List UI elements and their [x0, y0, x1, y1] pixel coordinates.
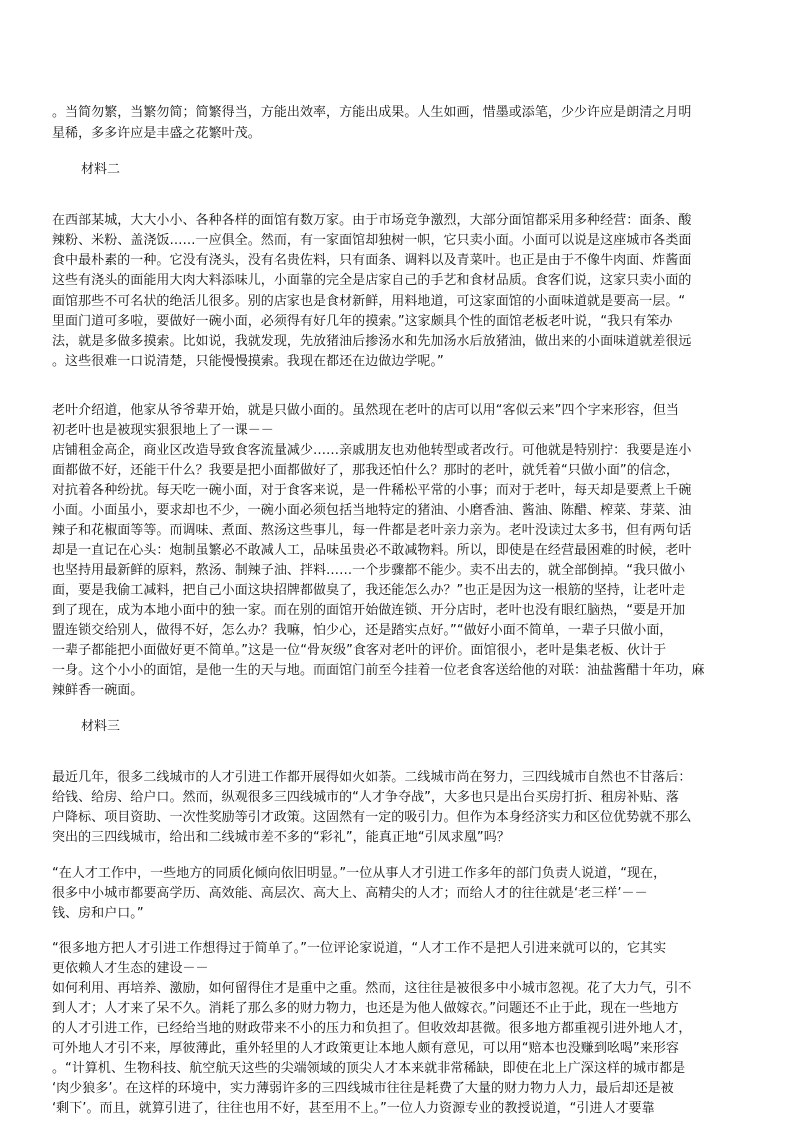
text-line: “很多地方把人才引进工作想得过于简单了。”一位评论家说道，“人才工作不是把人引进来就可以的，它其实 [52, 941, 667, 956]
text-line: 到人才；人才来了呆不久。消耗了那么多的财力物力，也还是为他人做嫁衣。”问题还不止于此，现在一些地方 [52, 1001, 679, 1016]
text-line: 辣鲜香一碗面。 [52, 683, 144, 698]
text-line: 小面。小面虽小，要求却也不少，一碗小面必须包括当地特定的猪油、小磨香油、酱油、陈醋、榨菜、芽菜、油 [52, 503, 692, 518]
text-line: 一身。这个小小的面馆，是他一生的天与地。而面馆门前至今挂着一位老食客送给他的对联：油盐酱醋十年功，麻 [52, 663, 705, 678]
text-line: 一辈子都能把小面做好更不简单。”这是一位“骨灰级”食客对老叶的评价。面馆很小，老叶是集老板、伙计于 [52, 643, 667, 658]
text-line: 辣子和花椒面等等。而调味、煮面、熬汤这些事儿，每一件都是老叶亲力亲为。老叶没读过太多书，但有两句话 [52, 523, 692, 538]
text-line: 给钱、给房、给户口。然而，纵观很多三四线城市的“人才争夺战”，大多也只是出台买房打折、租房补贴、落 [52, 790, 679, 805]
text-line: 。当简勿繁，当繁勿简；简繁得当，方能出效率，方能出成果。人生如画，惜墨或添笔，少少许应是朗清之月明 [52, 105, 692, 120]
text-line: 突出的三四线城市，给出和二线城市差不多的“彩礼”，能真正地“引凤求凰”吗？ [52, 830, 510, 845]
text-line: 老叶介绍道，他家从爷爷辈开始，就是只做小面的。虽然现在老叶的店可以用“客似云来”四个字来形容，但当 [52, 403, 679, 418]
text-line: 的人才引进工作，已经给当地的财政带来不小的压力和负担了。但收效却甚微。很多地方都重视引进外地人才， [52, 1021, 692, 1036]
text-line: 更依赖人才生态的建设－－ [52, 961, 209, 976]
text-line: 。“计算机、生物科技、航空航天这些的尖端领域的顶尖人才本来就非常稀缺，即使在北上广深这样的城市都是 [52, 1061, 686, 1076]
text-line: “在人才工作中，一些地方的同质化倾向依旧明显。”一位从事人才引进工作多年的部门负责人说道，“现在， [52, 866, 667, 881]
text-line: 法，就是多做多摸索。比如说，我就发现，先放猪油后掺汤水和先加汤水后放猪油，做出来的小面味道就差很远 [52, 334, 692, 349]
text-line: 面，要是我偷工减料，把自己小面这块招牌都做臭了，我还能怎么办？”也正是因为这一根筋的坚持，让老叶走 [52, 583, 686, 598]
text-line: 到了现在，成为本地小面中的独一家。而在别的面馆开始做连锁、开分店时，老叶也没有眼红脑热，“要是开加 [52, 603, 686, 618]
text-line: 如何利用、再培养、激励，如何留得住才是重中之重。然而，这往往是被很多中小城市忽视。花了大力气，引不 [52, 981, 692, 996]
text-line: 初老叶也是被现实狠狠地上了一课－－ [52, 423, 274, 438]
text-line: ‘剩下’。而且，就算引进了，往往也用不好，甚至用不上。”一位人力资源专业的教授说道，“引进人才要靠 [52, 1101, 655, 1116]
section-heading-material-3: 材料三 [81, 719, 121, 734]
text-line: 却是一直记在心头：炮制虽繁必不敢减人工，品味虽贵必不敢减物料。所以，即使是在经营最困难的时候，老叶 [52, 543, 692, 558]
text-line: 面馆那些不可名状的绝活儿很多。别的店家也是食材新鲜，用料地道，可这家面馆的小面味道就是要高一层。“ [52, 294, 686, 309]
text-line: 这些有浇头的面能用大肉大料添味儿，小面靠的完全是店家自己的手艺和食材品质。食客们说，这家只卖小面的 [52, 273, 692, 288]
text-line: 星稀，多多许应是丰盛之花繁叶茂。 [52, 126, 261, 141]
text-line: 最近几年，很多二线城市的人才引进工作都开展得如火如荼。二线城市尚在努力，三四线城市自然也不甘落后： [52, 770, 692, 785]
text-line: 里面门道可多啦，要做好一碗小面，必须得有好几年的摸索。”这家颇具个性的面馆老板老叶说，“我只有笨办 [52, 314, 673, 329]
text-line: 辣粉、米粉、盖浇饭……一应俱全。然而，有一家面馆却独树一帜，它只卖小面。小面可以说是这座城市各类面 [52, 233, 692, 248]
text-line: 很多中小城市都要高学历、高效能、高层次、高大上、高精尖的人才；而给人才的往往就是‘老三样’－－ [52, 886, 648, 901]
text-line: 钱、房和户口。” [52, 906, 144, 921]
text-line: 户降标、项目资助、一次性奖励等引才政策。这固然有一定的吸引力。但作为本身经济实力和区位优势就不那么 [52, 810, 692, 825]
text-line: 面都做不好，还能干什么？我要是把小面都做好了，那我还怕什么？那时的老叶，就凭着“只做小面”的信念， [52, 463, 679, 478]
text-line: 对抗着各种纷扰。每天吃一碗小面，对于食客来说，是一件稀松平常的小事；而对于老叶，每天却是要煮上千碗 [52, 483, 692, 498]
text-line: 可外地人才引不来，厚彼薄此，重外轻里的人才政策更让本地人颇有意见，可以用“赔本也没赚到吆喝”来形容 [52, 1041, 679, 1056]
text-line: 盟连锁交给别人，做得不好，怎么办？我嘛，怕少心，还是踏实点好。”“做好小面不简单，一辈子只做小面， [52, 623, 673, 638]
text-line: 在西部某城，大大小小、各种各样的面馆有数万家。由于市场竞争激烈，大部分面馆都采用多种经营：面条、酸 [52, 213, 692, 228]
text-line: ‘肉少狼多’。在这样的环境中，实力薄弱许多的三四线城市往往是耗费了大量的财力物力人力，最后却还是被 [52, 1081, 674, 1096]
text-line: 店铺租金高企，商业区改造导致食客流量减少……亲戚朋友也劝他转型或者改行。可他就是特别拧：我要是连小 [52, 443, 692, 458]
text-line: 食中最朴素的一种。它没有浇头，没有名贵佐料，只有面条、调料以及青菜叶。也正是由于不像牛肉面、炸酱面 [52, 253, 692, 268]
text-line: 也坚持用最新鲜的原料，熬汤、制辣子油、拌料……一个步骤都不能少。卖不出去的，就全部倒掉。“我只做小 [52, 563, 686, 578]
section-heading-material-2: 材料二 [81, 162, 121, 177]
text-line: 。这些很难一口说清楚，只能慢慢摸索。我现在都还在边做边学呢。” [52, 354, 444, 369]
